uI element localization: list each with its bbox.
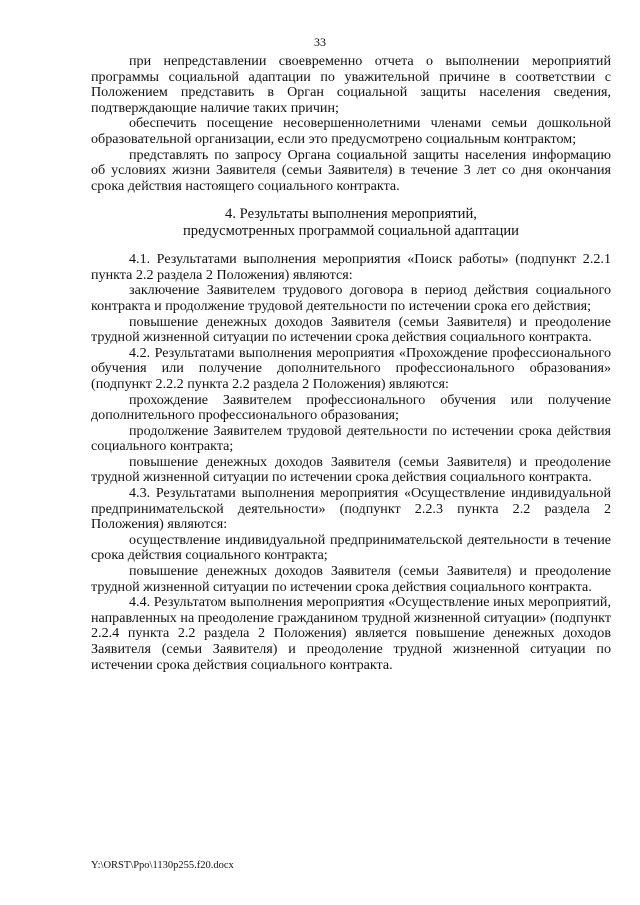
paragraph-4-3: 4.3. Результатами выполнения мероприятия «Осуществление индивидуальной предпринимательской деятельности» (подпункт 2.2.3 пункта 2.2 раздела 2 Положения) являются: xyxy=(91,485,611,533)
paragraph: повышение денежных доходов Заявителя (семьи Заявителя) и преодоление трудной жизненной ситуации по истечении срока действия социального контракта. xyxy=(91,313,611,346)
paragraph: прохождение Заявителем профессионального обучения или получение дополнительного профессионального образования; xyxy=(91,391,611,424)
paragraph: осуществление индивидуальной предпринимательской деятельности в течение срока действия социального контракта; xyxy=(91,531,611,564)
paragraph: продолжение Заявителем трудовой деятельности по истечении срока действия социального контракта; xyxy=(91,422,611,455)
paragraph: повышение денежных доходов Заявителя (семьи Заявителя) и преодоление трудной жизненной ситуации по истечении срока действия социального контракта. xyxy=(91,563,611,595)
paragraph: представлять по запросу Органа социальной защиты населения информацию об условиях жизни Заявителя (семьи Заявителя) в течение 3 лет со дня окончания срока действия настоящего социального контракта. xyxy=(91,146,611,194)
paragraph-4-4: 4.4. Результатом выполнения мероприятия «Осуществление иных мероприятий, направленных на преодоление гражданином трудной жизненной ситуации» (подпункт 2.2.4 пункта 2.2 раздела 2 Положения) является повышение денежных доходов Заявителя (семьи Заявителя) и преодоление трудной жизненной ситуации по истечении срока действия социального контракта. xyxy=(91,594,611,673)
paragraph: заключение Заявителем трудового договора в период действия социального контракта и продолжение трудовой деятельности по истечении срока его действия; xyxy=(91,282,611,314)
section-heading xyxy=(91,206,611,239)
section-heading-line-1: 4. Результаты выполнения мероприятий, xyxy=(225,206,477,223)
footer-file-path: Y:\ORST\Ppo\1130p255.f20.docx xyxy=(91,860,234,871)
document-body xyxy=(91,54,611,673)
paragraph: при непредставлении своевременно отчета о выполнении мероприятий программы социальной адаптации по уважительной причине в соответствии с Положением представить в Орган социальной защиты населения сведения, подтверждающие наличие таких причин; xyxy=(91,53,611,116)
paragraph-4-1: 4.1. Результатами выполнения мероприятия «Поиск работы» (подпункт 2.2.1 пункта 2.2 раздела 2 Положения) являются: xyxy=(91,251,611,283)
section-heading-line-2: предусмотренных программой социальной адаптации xyxy=(183,222,519,239)
paragraph: повышение денежных доходов Заявителя (семьи Заявителя) и преодоление трудной жизненной ситуации по истечении срока действия социального контракта. xyxy=(91,453,611,486)
page-number: 33 xyxy=(314,35,326,49)
paragraph-4-2: 4.2. Результатами выполнения мероприятия «Прохождение профессионального обучения или получение дополнительного профессионального образования» (подпункт 2.2.2 пункта 2.2 раздела 2 Положения) являются: xyxy=(91,344,611,392)
paragraph: обеспечить посещение несовершеннолетними членами семьи дошкольной образовательной организации, если это предусмотрено социальным контрактом; xyxy=(91,115,611,147)
